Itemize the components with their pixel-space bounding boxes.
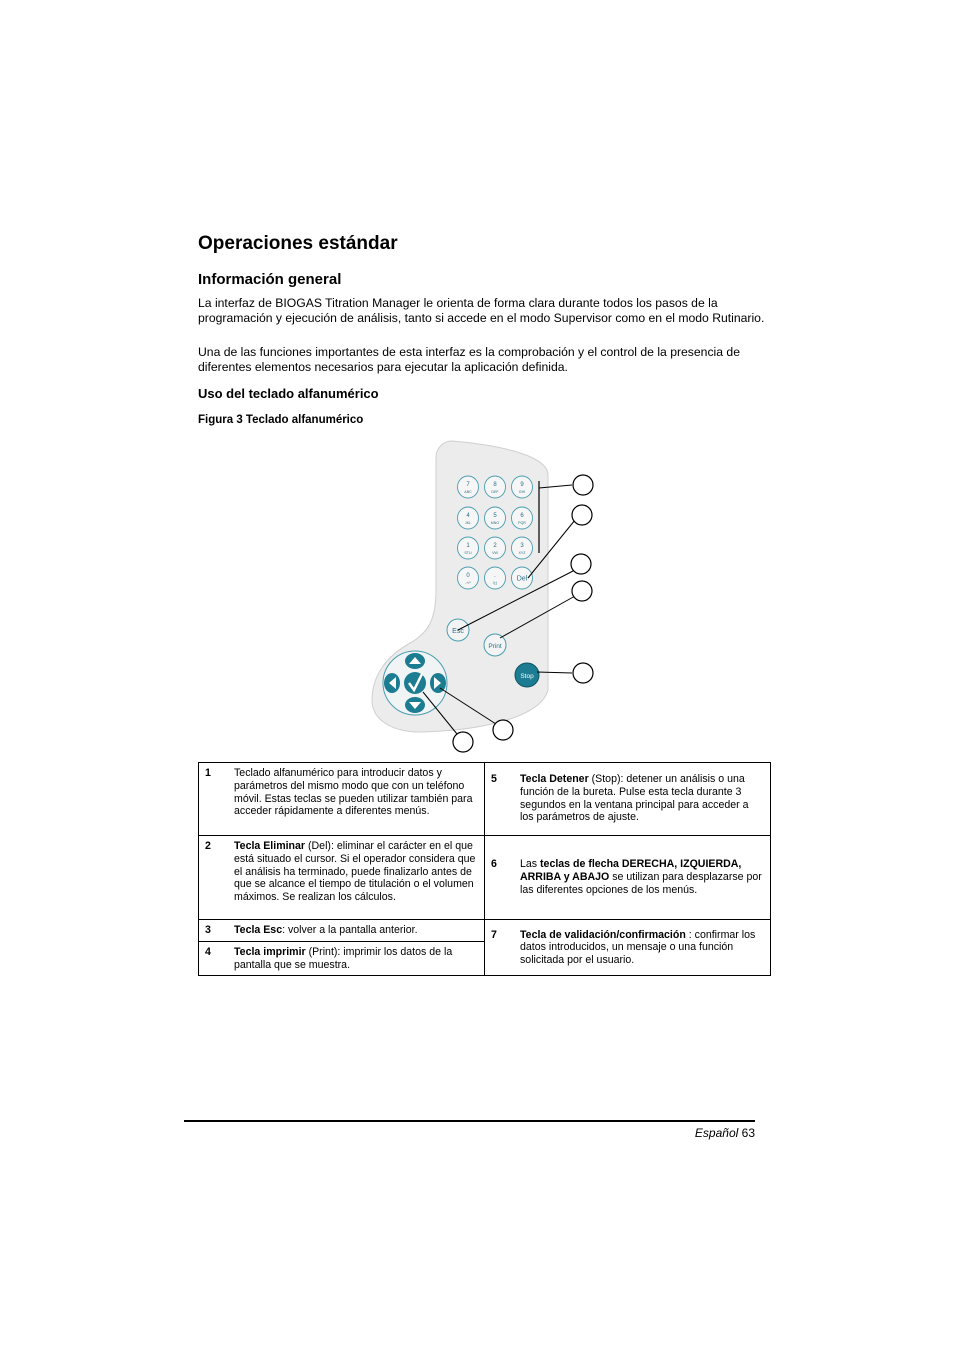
intro-paragraph: La interfaz de BIOGAS Titration Manager le orienta de forma clara durante todos los pasos de la programación y ejecución de análisis, tanto si accede en el modo Supervisor como en el modo Rutinario. bbox=[198, 296, 765, 325]
key-letters-label: XYZ bbox=[518, 551, 526, 555]
legend-item-4: 4 Tecla imprimir (Print): imprimir los datos de la pantalla que se muestra. bbox=[205, 945, 453, 971]
section-title: Información general bbox=[198, 271, 342, 288]
callout-marker bbox=[572, 505, 592, 525]
key-letters-label: JKL bbox=[464, 521, 472, 525]
footer-language: Español bbox=[694, 1126, 739, 1140]
legend-table bbox=[198, 762, 771, 976]
key-digit-label: 9 bbox=[520, 482, 524, 488]
key-letters-label: PQR bbox=[518, 521, 526, 525]
key-digit-label: . bbox=[494, 573, 496, 579]
callout-marker bbox=[573, 475, 593, 495]
page-heading: Operaciones estándar bbox=[198, 233, 398, 254]
key-letters-label: MNO bbox=[490, 521, 500, 525]
key-digit-label: 7 bbox=[466, 482, 470, 488]
keypad-figure bbox=[360, 435, 610, 755]
figure-caption: Figura 3 Teclado alfanumérico bbox=[198, 414, 364, 426]
esc-key-label: Esc bbox=[452, 628, 464, 635]
callout-marker bbox=[571, 554, 591, 574]
callout-marker bbox=[453, 732, 473, 752]
key-digit-label: 2 bbox=[493, 543, 497, 549]
footer-rule bbox=[184, 1120, 755, 1122]
legend-item-3: 3 Tecla Esc: volver a la pantalla anterior. bbox=[205, 924, 418, 936]
key-digit-label: 8 bbox=[493, 482, 497, 488]
legend-item-7: 7 Tecla de validación/confirmación : confirmar los datos introducidos, un mensaje o una función solicitada por el usuario. bbox=[491, 928, 756, 967]
key-digit-label: 0 bbox=[466, 573, 470, 579]
callout-marker bbox=[573, 663, 593, 683]
functions-paragraph: Una de las funciones importantes de esta interfaz es la comprobación y el control de la presencia de diferentes elementos necesarios para ejecutar la aplicación definida. bbox=[198, 345, 740, 374]
key-digit-label: 3 bbox=[520, 543, 524, 549]
key-digit-label: 6 bbox=[520, 513, 524, 519]
legend-item-5: 5 Tecla Detener (Stop): detener un análisis o una función de la bureta. Pulse esta tecla durante 3 segundos en la ventana principal para acceder a los parámetros de ajuste. bbox=[491, 773, 749, 824]
legend-item-6: 6 Las teclas de flecha DERECHA, IZQUIERDA, ARRIBA y ABAJO se utilizan para desplazarse por las diferentes opciones de los menús. bbox=[491, 858, 762, 896]
key-letters-label: STU bbox=[464, 551, 472, 555]
key-letters-label: -+/* bbox=[465, 581, 471, 585]
callout-marker bbox=[572, 581, 592, 601]
stop-key-label: Stop bbox=[520, 673, 534, 680]
key-letters-label: DEF bbox=[491, 490, 499, 494]
page-number: 63 bbox=[741, 1126, 755, 1140]
key-letters-label: ABC bbox=[464, 490, 472, 494]
key-digit-label: 4 bbox=[466, 513, 470, 519]
legend-item-2: 2 Tecla Eliminar (Del): eliminar el carácter en el que está situado el cursor. Si el operador considera que el análisis ha terminado, puede finalizarlo antes de que se alcance el tiempo de titulación o el volumen máximos. Se realizan los cálculos. bbox=[205, 840, 476, 904]
subsection-title: Uso del teclado alfanumérico bbox=[198, 386, 379, 401]
legend-item-1: 1 Teclado alfanumérico para introducir datos y parámetros del mismo modo que con un teléfono móvil. Estas teclas se pueden utilizar también para acceder rápidamente a diferentes menús. bbox=[205, 767, 473, 818]
key-letters-label: GHI bbox=[518, 490, 526, 494]
key-digit-label: Del bbox=[516, 575, 528, 583]
print-key-label: Print bbox=[488, 643, 502, 650]
key-digit-label: 1 bbox=[466, 543, 470, 549]
callout-marker bbox=[493, 720, 513, 740]
page-footer bbox=[695, 1126, 755, 1140]
key-digit-label: 5 bbox=[493, 513, 497, 519]
key-letters-label: /(;) bbox=[492, 581, 498, 585]
key-letters-label: VW bbox=[492, 551, 498, 555]
